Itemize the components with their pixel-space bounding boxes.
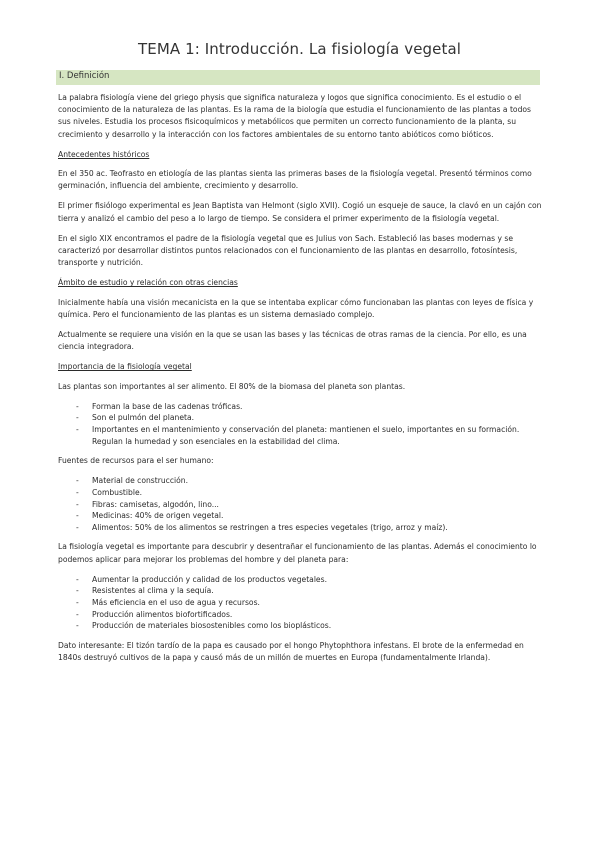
list-item: - Producción de materiales biosostenibles como los bioplásticos.: [92, 620, 542, 632]
list-item: - Son el pulmón del planeta.: [92, 412, 542, 424]
paragraph-teofrasto: En el 350 ac. Teofrasto en etiología de las plantas sienta las primeras bases de la fisiología vegetal. Presentó términos como germinación, influencia del ambiente, crecimiento y desarrollo.: [58, 169, 532, 191]
paragraph-integradora: Actualmente se requiere una visión en la que se usan las bases y las técnicas de otras ramas de la ciencia. Por ello, es una ciencia integradora.: [58, 330, 527, 352]
list-recursos: [58, 475, 542, 533]
page-title: TEMA 1: Introducción. La fisiología vegetal: [137, 40, 462, 58]
list-alimento: [58, 401, 542, 447]
list-item: - Medicinas: 40% de origen vegetal.: [92, 510, 542, 522]
list-item: - Material de construcción.: [92, 475, 542, 487]
paragraph-alimento: Las plantas son importantes al ser alimento. El 80% de la biomasa del planeta son plantas.: [58, 381, 406, 391]
paragraph-recursos: Fuentes de recursos para el ser humano:: [58, 456, 214, 466]
paragraph-importante: La fisiología vegetal es importante para descubrir y desentrañar el funcionamiento de las plantas. Además el conocimiento lo podemos aplicar para mejorar los problemas del hombre y del planeta para:: [58, 542, 537, 564]
list-item: - Resistentes al clima y la sequía.: [92, 585, 542, 597]
subheading-importancia: Importancia de la fisiología vegetal: [58, 362, 192, 372]
section-heading-bar: [56, 70, 540, 85]
subheading-antecedentes: Antecedentes históricos: [58, 149, 150, 159]
list-mejorar: [58, 574, 542, 632]
list-item: - Fibras: camisetas, algodón, lino...: [92, 499, 542, 511]
paragraph-mecanicista: Inicialmente había una visión mecanicista en la que se intentaba explicar cómo funcionaban las plantas con leyes de física y química. Pero el funcionamiento de las plantas es un sistema demasiado complejo.: [58, 297, 534, 319]
paragraph-dato-interesante: Dato interesante: El tizón tardío de la papa es causado por el hongo Phytophthora infestans. El brote de la enfermedad en 1840s destruyó cultivos de la papa y causó más de un millón de muertes en Europa (fundamentalmente Irlanda).: [58, 640, 524, 662]
paragraph-helmont: El primer fisiólogo experimental es Jean Baptista van Helmont (siglo XVII). Cogió un esqueje de sauce, la clavó en un cajón con tierra y analizó el cambio del peso a lo largo de tiempo. Se considera el primer experimento de la fisiología vegetal.: [58, 201, 542, 223]
document-body: [58, 92, 542, 672]
subheading-ambito: Ámbito de estudio y relación con otras ciencias: [58, 278, 238, 288]
section-heading: I. Definición: [59, 71, 110, 81]
list-item: - Aumentar la producción y calidad de los productos vegetales.: [92, 574, 542, 586]
list-item: - Forman la base de las cadenas tróficas.: [92, 401, 542, 413]
list-item: - Producción alimentos biofortificados.: [92, 609, 542, 621]
list-item: - Más eficiencia en el uso de agua y recursos.: [92, 597, 542, 609]
paragraph-intro: La palabra fisiología viene del griego physis que significa naturaleza y logos que significa conocimiento. Es el estudio o el conocimiento de la naturaleza de las plantas. Es la rama de la biología que estudia el funcionamiento de las plantas a todos sus niveles. Estudia los procesos fisicoquímicos y metabólicos que permiten un correcto funcionamiento de la planta, su crecimiento y desarrollo y la interacción con los factores ambientales de su entorno tanto abióticos como bióticos.: [58, 93, 531, 139]
paragraph-sachs: En el siglo XIX encontramos el padre de la fisiología vegetal que es Julius von Sach. Estableció las bases modernas y se caracterizó por desarrollar distintos puntos relacionados con el funcionamiento de las plantas en desarrollo, fotosíntesis, transporte y nutrición.: [58, 233, 518, 268]
list-item: - Combustible.: [92, 487, 542, 499]
list-item: - Alimentos: 50% de los alimentos se restringen a tres especies vegetales (trigo, arroz y maíz).: [92, 522, 542, 534]
list-item: - Importantes en el mantenimiento y conservación del planeta: mantienen el suelo, importantes en su formación. Regulan la humedad y son esenciales en la estabilidad del clima.: [92, 424, 542, 447]
